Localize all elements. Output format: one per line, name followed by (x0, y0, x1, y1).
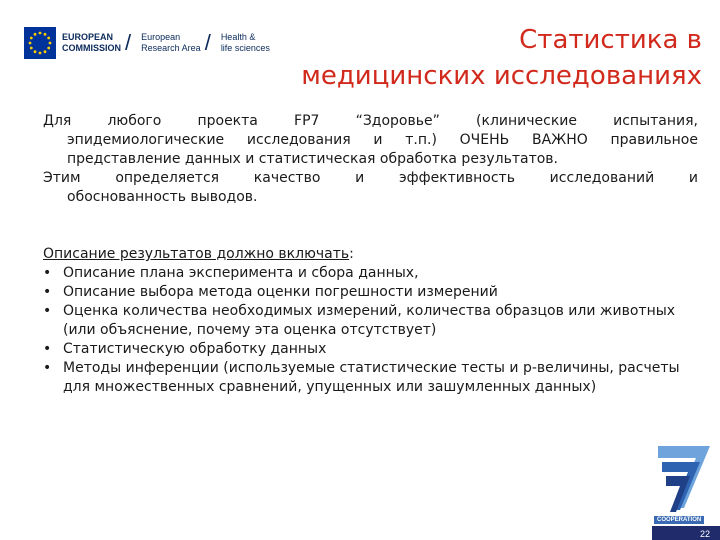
fp7-logo-icon (640, 440, 720, 540)
logo-ec-text: EUROPEAN COMMISSION (62, 32, 122, 53)
list-item: • Описание выбора метода оценки погрешности измерений (43, 284, 498, 300)
cooperation-label: COOPERATION (654, 516, 704, 524)
list-item: • Описание плана эксперимента и сбора данных, (43, 265, 419, 281)
logo-health-text: Health & life sciences (220, 32, 270, 53)
page-number: 22 (699, 529, 710, 539)
title-line-2: медицинских исследованиях (301, 61, 702, 91)
list-item: • Статистическую обработку данных (43, 341, 327, 357)
intro-paragraph-1 (43, 112, 698, 169)
list-item: • Оценка количества необходимых измерений, количества образцов или животных (или объяснение, почему эта оценка отсутствует) (43, 303, 676, 338)
results-heading-text: Описание результатов должно включать (43, 246, 350, 262)
logo-era-text: European Research Area (141, 32, 201, 53)
ec-logo: EUROPEAN COMMISSION / European Research Area / Health & life sciences (24, 26, 306, 60)
title-line-1: Статистика в (519, 25, 702, 55)
intro-p1-line2: эпидемиологические исследования и т.п.) ОЧЕНЬ ВАЖНО правильное (67, 132, 698, 148)
intro-p2-line2: обоснованность выводов. (67, 189, 258, 205)
intro-paragraph-2 (43, 169, 698, 207)
intro-p1-line1: Для любого проекта FP7 “Здоровье” (клинические испытания, (43, 113, 698, 129)
results-heading: Описание результатов должно включать: (43, 246, 354, 262)
slide-body (43, 112, 698, 397)
results-list (43, 264, 698, 397)
slide-title (262, 22, 702, 94)
list-item: • Методы инференции (используемые статистические тесты и р-величины, расчеты для множественных сравнений, упущенных или зашумленных данных) (43, 360, 680, 395)
intro-p2-line1: Этим определяется качество и эффективность исследований и (43, 170, 698, 186)
eu-flag-icon (24, 27, 56, 59)
intro-p1-line3: представление данных и статистическая обработка результатов. (67, 151, 559, 167)
